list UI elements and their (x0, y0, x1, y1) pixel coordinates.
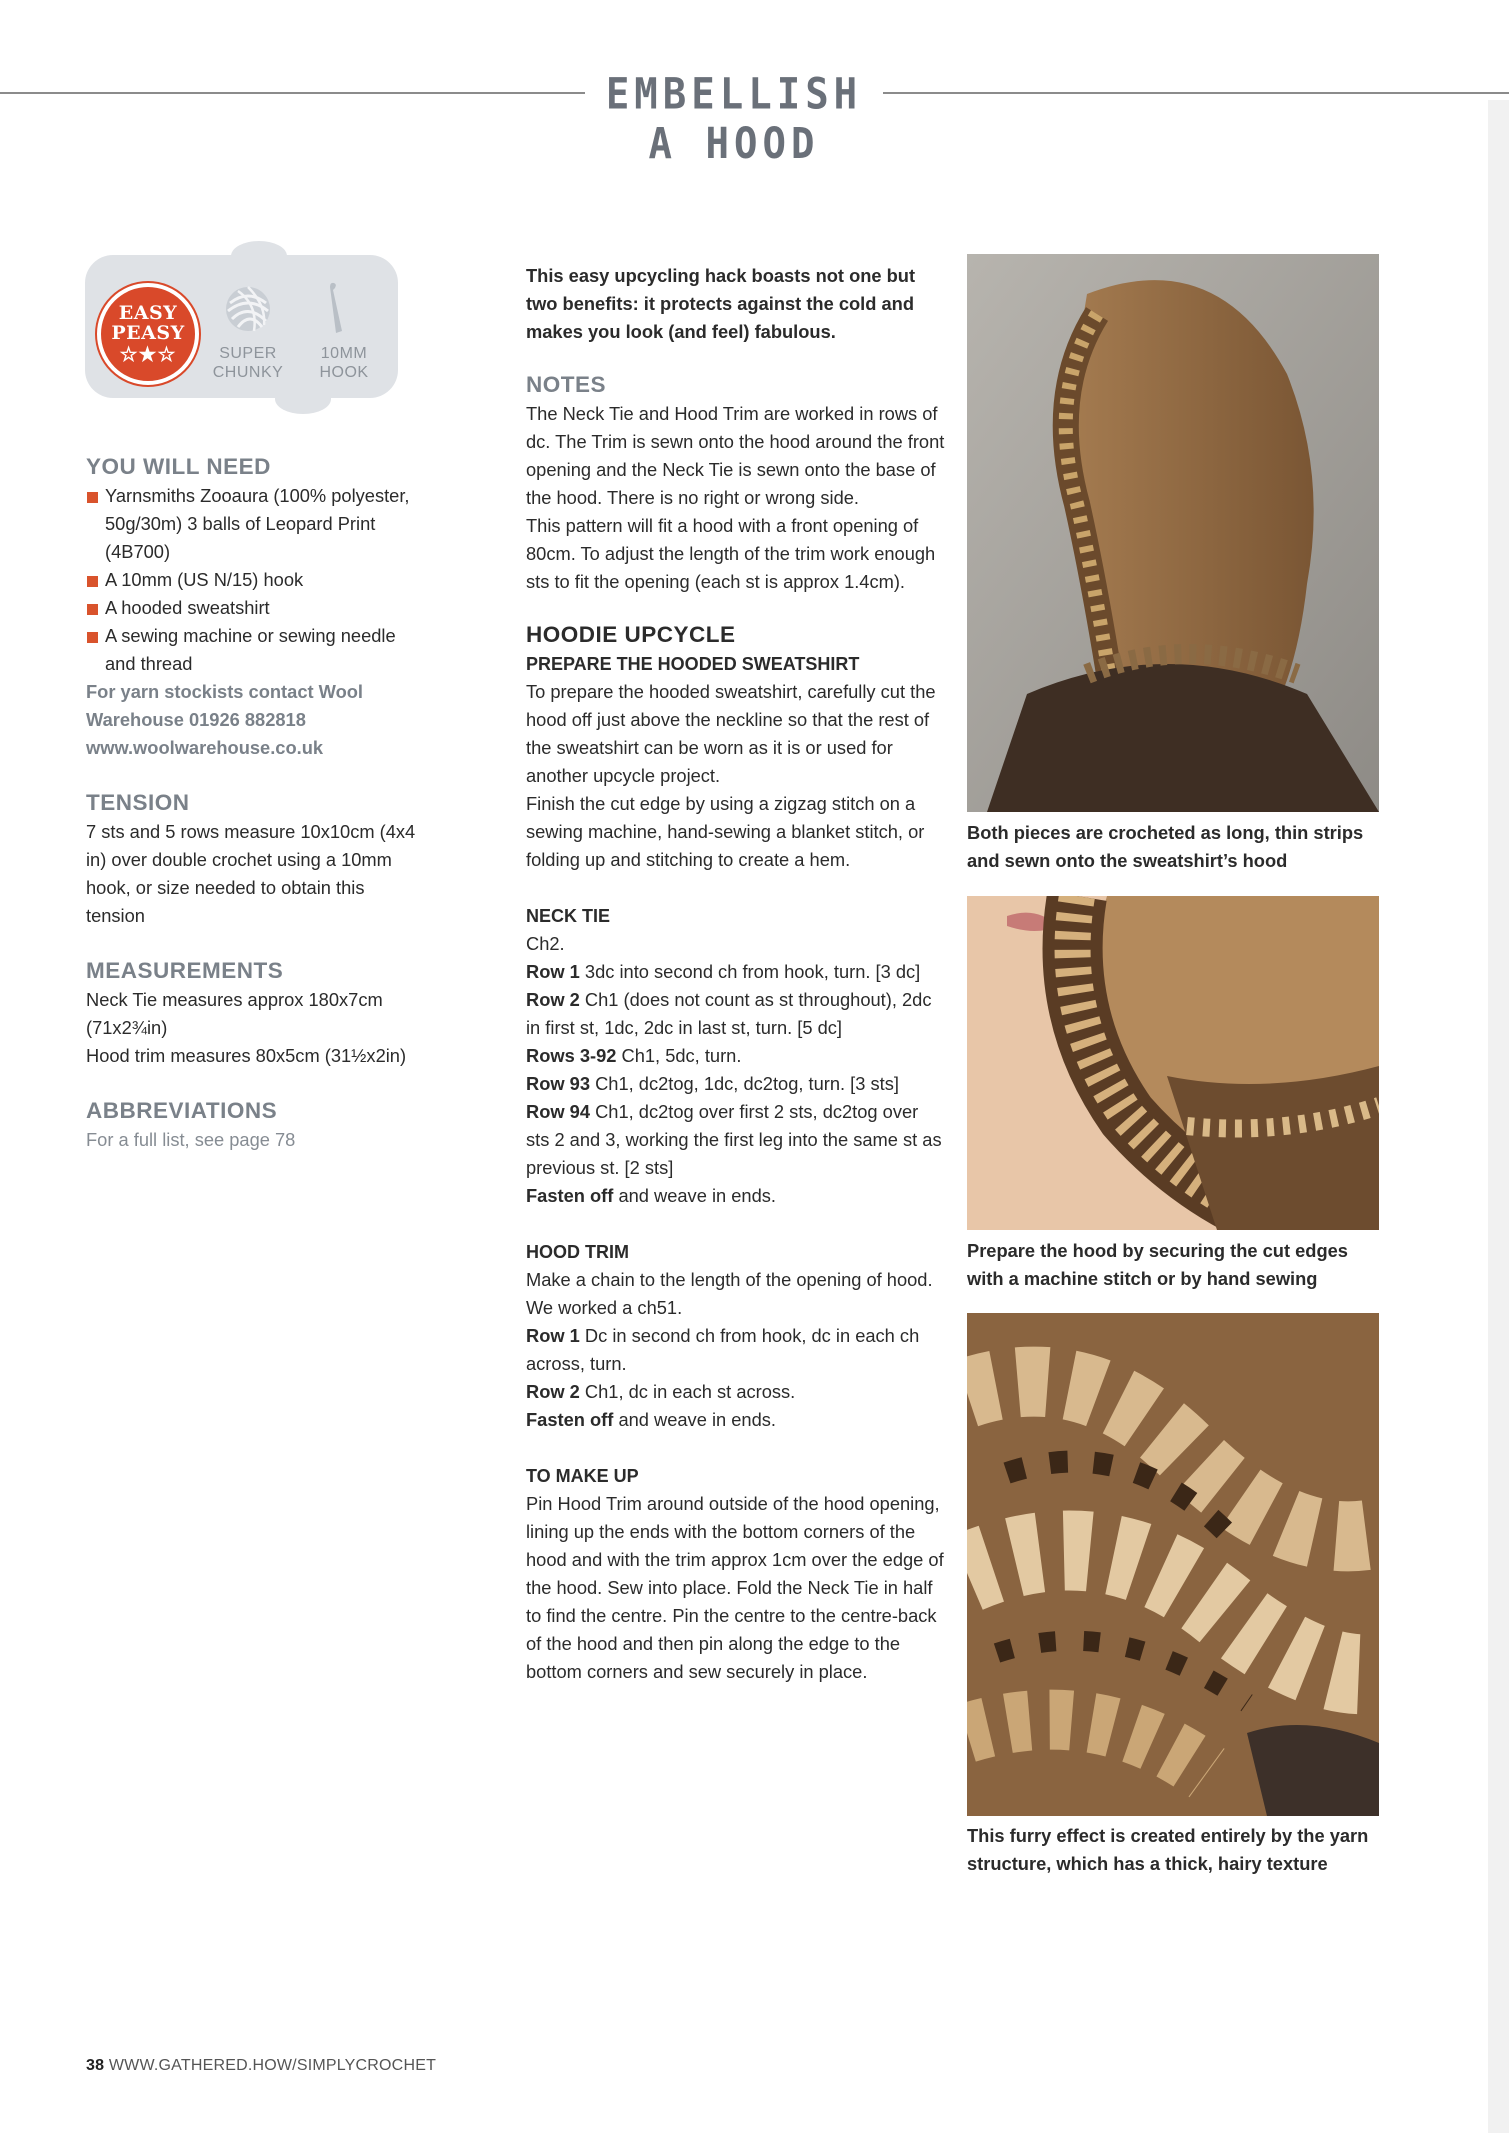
photo-caption: Both pieces are crocheted as long, thin strips and sewn onto the sweatshirt’s hood (967, 822, 1364, 871)
photo-caption: Prepare the hood by securing the cut edges with a machine stitch or by hand sewing (967, 1240, 1348, 1289)
prepare-paragraph: To prepare the hooded sweatshirt, carefully cut the hood off just above the neckline so that the rest of the sweatshirt can be worn as it is or used for another upcycle project. (526, 681, 936, 786)
crochet-hook-icon (320, 281, 350, 335)
yarn-ball-icon (224, 285, 272, 333)
tension-heading: TENSION (86, 790, 190, 815)
list-item: Yarnsmiths Zooaura (100% polyester, 50g/30m) 3 balls of Leopard Print (4B700) (86, 482, 416, 566)
row-text: and weave in ends. (613, 1185, 776, 1206)
photo-caption: This furry effect is created entirely by the yarn structure, which has a thick, hairy texture (967, 1825, 1369, 1874)
pattern-row (526, 1070, 946, 1098)
fur-texture-photo (967, 1313, 1379, 1816)
difficulty-stars: ☆★☆ (119, 342, 177, 366)
header-rule-right (883, 92, 1509, 94)
row-text: Ch1, dc in each st across. (579, 1381, 796, 1402)
prepare-paragraph: Finish the cut edge by using a zigzag stitch on a sewing machine, hand-sewing a blanket stitch, or folding up and stitching to create a hem. (526, 793, 925, 870)
row-text: Ch1 (does not count as st throughout), 2dc in first st, 1dc, 2dc in last st, turn. [5 dc] (526, 989, 932, 1038)
row-label: Row 2 (526, 1381, 580, 1402)
you-will-need-heading: YOU WILL NEED (86, 454, 271, 479)
hoodie-upcycle-heading: HOODIE UPCYCLE (526, 622, 736, 647)
prepare-heading: PREPARE THE HOODED SWEATSHIRT (526, 654, 860, 674)
pattern-row (526, 1098, 946, 1182)
row-text: and weave in ends. (613, 1409, 776, 1430)
difficulty-line-1: EASY (118, 302, 178, 324)
measurement-line: Hood trim measures 80x5cm (31½x2in) (86, 1045, 407, 1066)
list-item: A 10mm (US N/15) hook (86, 566, 416, 594)
row-label: Rows 3-92 (526, 1045, 617, 1066)
notes-paragraph: The Neck Tie and Hood Trim are worked in rows of dc. The Trim is sewn onto the hood around the front opening and the Neck Tie is sewn onto the base of the hood. There is no right or wrong side. (526, 403, 945, 508)
measurements-heading: MEASUREMENTS (86, 958, 284, 983)
stockists-info: For yarn stockists contact Wool Warehouse 01926 882818 www.woolwarehouse.co.uk (86, 681, 363, 758)
abbreviations-heading: ABBREVIATIONS (86, 1098, 278, 1123)
make-up-heading: TO MAKE UP (526, 1466, 639, 1486)
list-item: A hooded sweatshirt (86, 594, 416, 622)
row-label: Row 1 (526, 1325, 580, 1346)
row-label: Row 1 (526, 961, 580, 982)
pattern-row (526, 1322, 946, 1378)
pattern-row (526, 958, 946, 986)
hook-size-label: 10MM HOOK (319, 345, 369, 381)
row-label: Row 94 (526, 1101, 591, 1122)
intro-text: This easy upcycling hack boasts not one but two benefits: it protects against the cold and makes you look (and feel) fabulous. (526, 265, 916, 342)
middle-column (526, 262, 946, 1686)
neck-tie-heading: NECK TIE (526, 906, 611, 926)
row-label: Row 2 (526, 989, 580, 1010)
make-up-text: Pin Hood Trim around outside of the hood opening, lining up the ends with the bottom corners of the hood and with the trim approx 1cm over the edge of the hood. Sew into place. Fold the Neck Tie in half to find the centre. Pin the centre to the centre-back of the hood and then pin along the edge to the bottom corners and sew securely in place. (526, 1493, 944, 1682)
row-label: Fasten off (526, 1185, 614, 1206)
left-column (86, 452, 416, 1154)
row-text: Ch1, dc2tog over first 2 sts, dc2tog over sts 2 and 3, working the first leg into the same st as previous st. [2 sts] (526, 1101, 942, 1178)
pattern-row (526, 986, 946, 1042)
page-edge-strip (1488, 100, 1509, 2133)
row-text: Ch1, 5dc, turn. (616, 1045, 742, 1066)
difficulty-line-2: PEASY (111, 322, 185, 344)
pattern-row (526, 1042, 946, 1070)
row-text: 3dc into second ch from hook, turn. [3 dc] (579, 961, 921, 982)
row-label: Row 93 (526, 1073, 591, 1094)
materials-list (86, 482, 416, 678)
row-label: Fasten off (526, 1409, 614, 1430)
tension-text: 7 sts and 5 rows measure 10x10cm (4x4 in) over double crochet using a 10mm hook, or size needed to obtain this tension (86, 821, 416, 926)
page-footer (86, 2057, 436, 2075)
page-title: EMBELLISH A HOOD (605, 70, 863, 169)
pattern-row (526, 1182, 946, 1210)
row-text: Dc in second ch from hook, dc in each ch across, turn. (526, 1325, 920, 1374)
hood-trim-heading: HOOD TRIM (526, 1242, 629, 1262)
row-text: Ch1, dc2tog, 1dc, dc2tog, turn. [3 sts] (590, 1073, 899, 1094)
hood-closeup-photo (967, 896, 1379, 1230)
page-number: 38 (86, 2057, 105, 2074)
neck-tie-start: Ch2. (526, 933, 565, 954)
footer-url: WWW.GATHERED.HOW/SIMPLYCROCHET (108, 2057, 437, 2074)
header-rule-left (0, 92, 585, 94)
notes-paragraph: This pattern will fit a hood with a front opening of 80cm. To adjust the length of the trim work enough sts to fit the opening (each st is approx 1.4cm). (526, 515, 936, 592)
pattern-row (526, 1378, 946, 1406)
abbreviations-text: For a full list, see page 78 (86, 1129, 296, 1150)
notes-heading: NOTES (526, 372, 607, 397)
difficulty-badge (97, 283, 199, 385)
pattern-row (526, 1406, 946, 1434)
measurement-line: Neck Tie measures approx 180x7cm (71x2¾in) (86, 989, 383, 1038)
list-item: A sewing machine or sewing needle and thread (86, 622, 416, 678)
yarn-weight-label: SUPER CHUNKY (212, 345, 284, 381)
hood-profile-photo (967, 254, 1379, 812)
hood-trim-start: Make a chain to the length of the opening of hood. We worked a ch51. (526, 1269, 933, 1318)
